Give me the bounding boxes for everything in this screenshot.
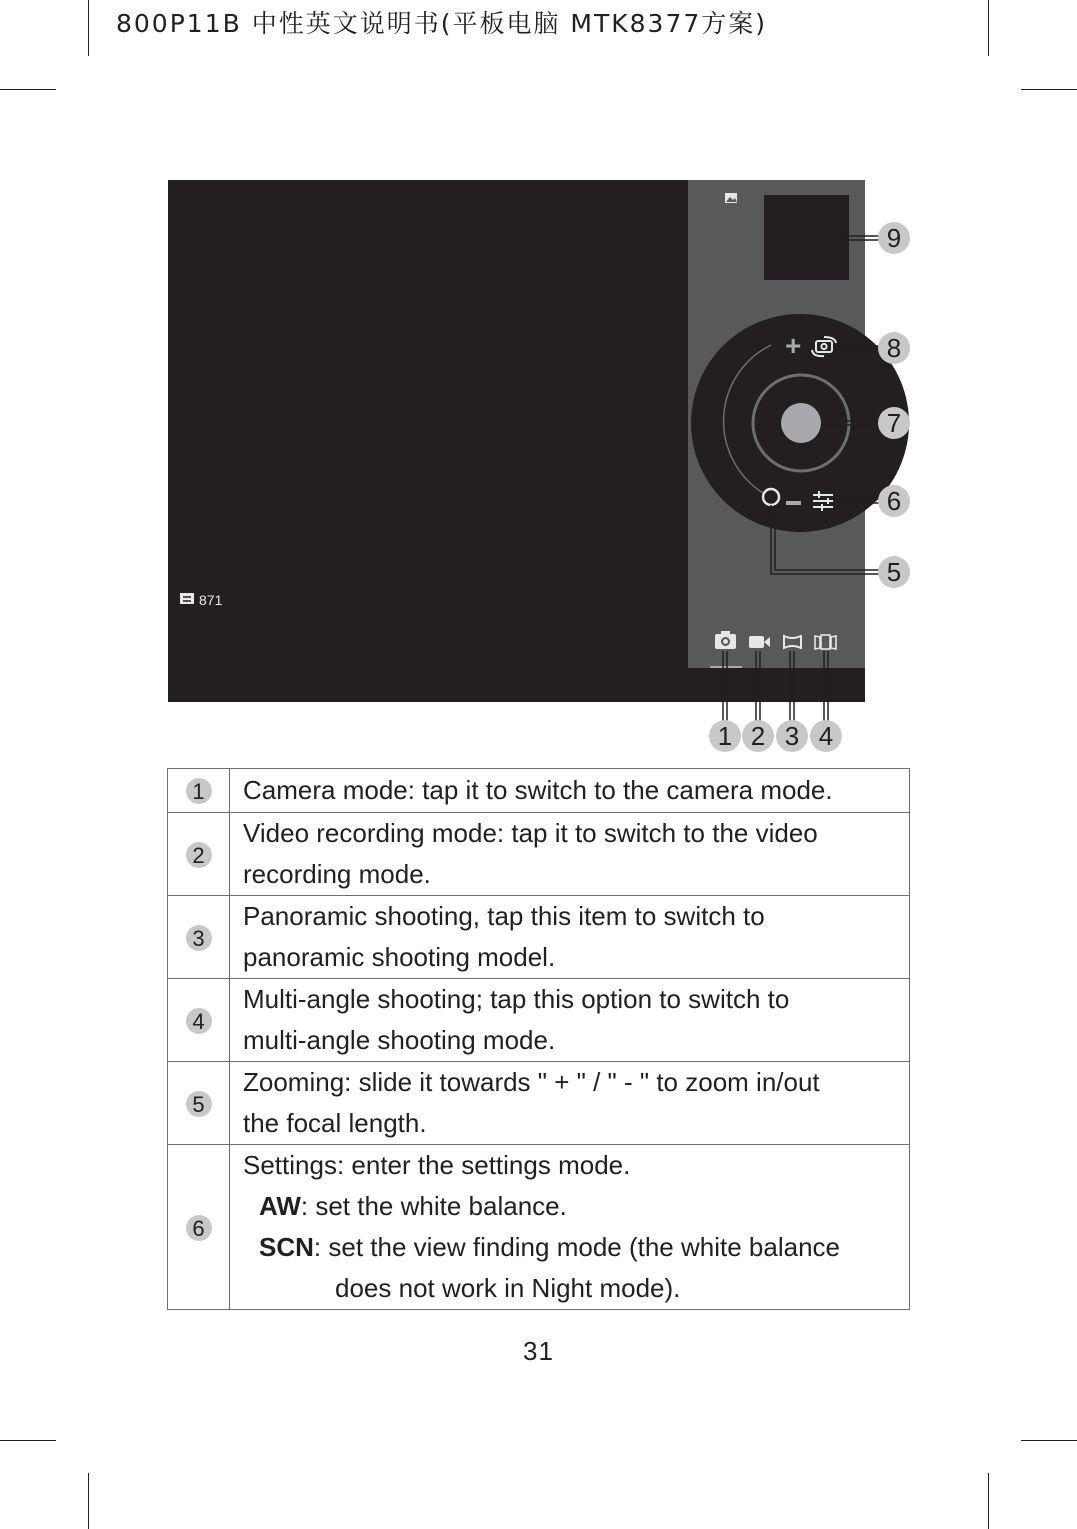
legend-text: Zooming: slide it towards " + " / " - " to zoom in/out (243, 1067, 820, 1097)
crop-mark (88, 1473, 89, 1529)
legend-text: Camera mode: tap it to switch to the camera mode. (243, 775, 833, 805)
shutter-button (781, 403, 821, 443)
callout-9 (878, 222, 910, 254)
callout-5 (878, 556, 910, 588)
camera-screen-figure (160, 170, 920, 760)
svg-text:5: 5 (886, 557, 902, 587)
svg-text:6: 6 (886, 486, 902, 516)
zoom-out-sign (786, 501, 801, 505)
scn-line (243, 1227, 909, 1268)
callout-7 (878, 407, 910, 439)
legend-text: Panoramic shooting, tap this item to switch to (243, 901, 765, 931)
number-badge: 2 (186, 842, 212, 868)
scn-term: SCN (259, 1232, 314, 1262)
legend-row (168, 813, 910, 896)
svg-text:4: 4 (818, 721, 834, 751)
crop-mark (88, 0, 89, 56)
svg-text:9: 9 (886, 223, 902, 253)
legend-row (168, 896, 910, 979)
crop-mark (1021, 89, 1077, 90)
aw-text: : set the white balance. (300, 1191, 567, 1221)
legend-text: the focal length. (243, 1108, 427, 1138)
legend-row (168, 1145, 910, 1310)
legend-text: Settings: enter the settings mode. (243, 1150, 631, 1180)
legend-text: panoramic shooting model. (243, 942, 556, 972)
scn-continuation: does not work in Night mode). (335, 1273, 681, 1303)
zoom-in-sign: + (785, 330, 802, 361)
legend-row (168, 1062, 910, 1145)
callout-1 (709, 720, 741, 752)
aw-line (243, 1186, 909, 1227)
legend-text: Multi-angle shooting; tap this option to switch to (243, 984, 790, 1014)
svg-text:3: 3 (784, 721, 800, 751)
svg-text:7: 7 (886, 408, 902, 438)
number-badge: 6 (186, 1215, 212, 1241)
thumbnail-preview (764, 195, 849, 280)
callout-2 (742, 720, 774, 752)
callout-8 (878, 332, 910, 364)
document-header: 800P11B 中性英文说明书(平板电脑 MTK8377方案) (116, 9, 768, 38)
callout-6 (878, 485, 910, 517)
scn-text: : set the view finding mode (the white balance (313, 1232, 840, 1262)
crop-mark (988, 0, 989, 56)
svg-text:8: 8 (886, 333, 902, 363)
number-badge: 3 (186, 925, 212, 951)
legend-table (167, 768, 910, 1310)
settings-icon (813, 491, 833, 511)
svg-text:2: 2 (750, 721, 766, 751)
legend-row (168, 979, 910, 1062)
legend-text: multi-angle shooting mode. (243, 1025, 556, 1055)
aw-term: AW (259, 1191, 301, 1221)
legend-text: Video recording mode: tap it to switch to the video (243, 818, 818, 848)
legend-row (168, 769, 910, 813)
svg-text:1: 1 (717, 721, 733, 751)
gallery-icon (725, 193, 737, 203)
crop-mark (0, 89, 56, 90)
number-badge: 1 (186, 778, 212, 804)
crop-mark (0, 1440, 56, 1441)
legend-text: recording mode. (243, 859, 431, 889)
number-badge: 4 (186, 1008, 212, 1034)
callout-3 (776, 720, 808, 752)
page-number: 31 (523, 1336, 554, 1366)
crop-mark (988, 1473, 989, 1529)
callout-4 (810, 720, 842, 752)
crop-mark (1021, 1440, 1077, 1441)
counter-value: 871 (199, 592, 223, 608)
number-badge: 5 (186, 1091, 212, 1117)
